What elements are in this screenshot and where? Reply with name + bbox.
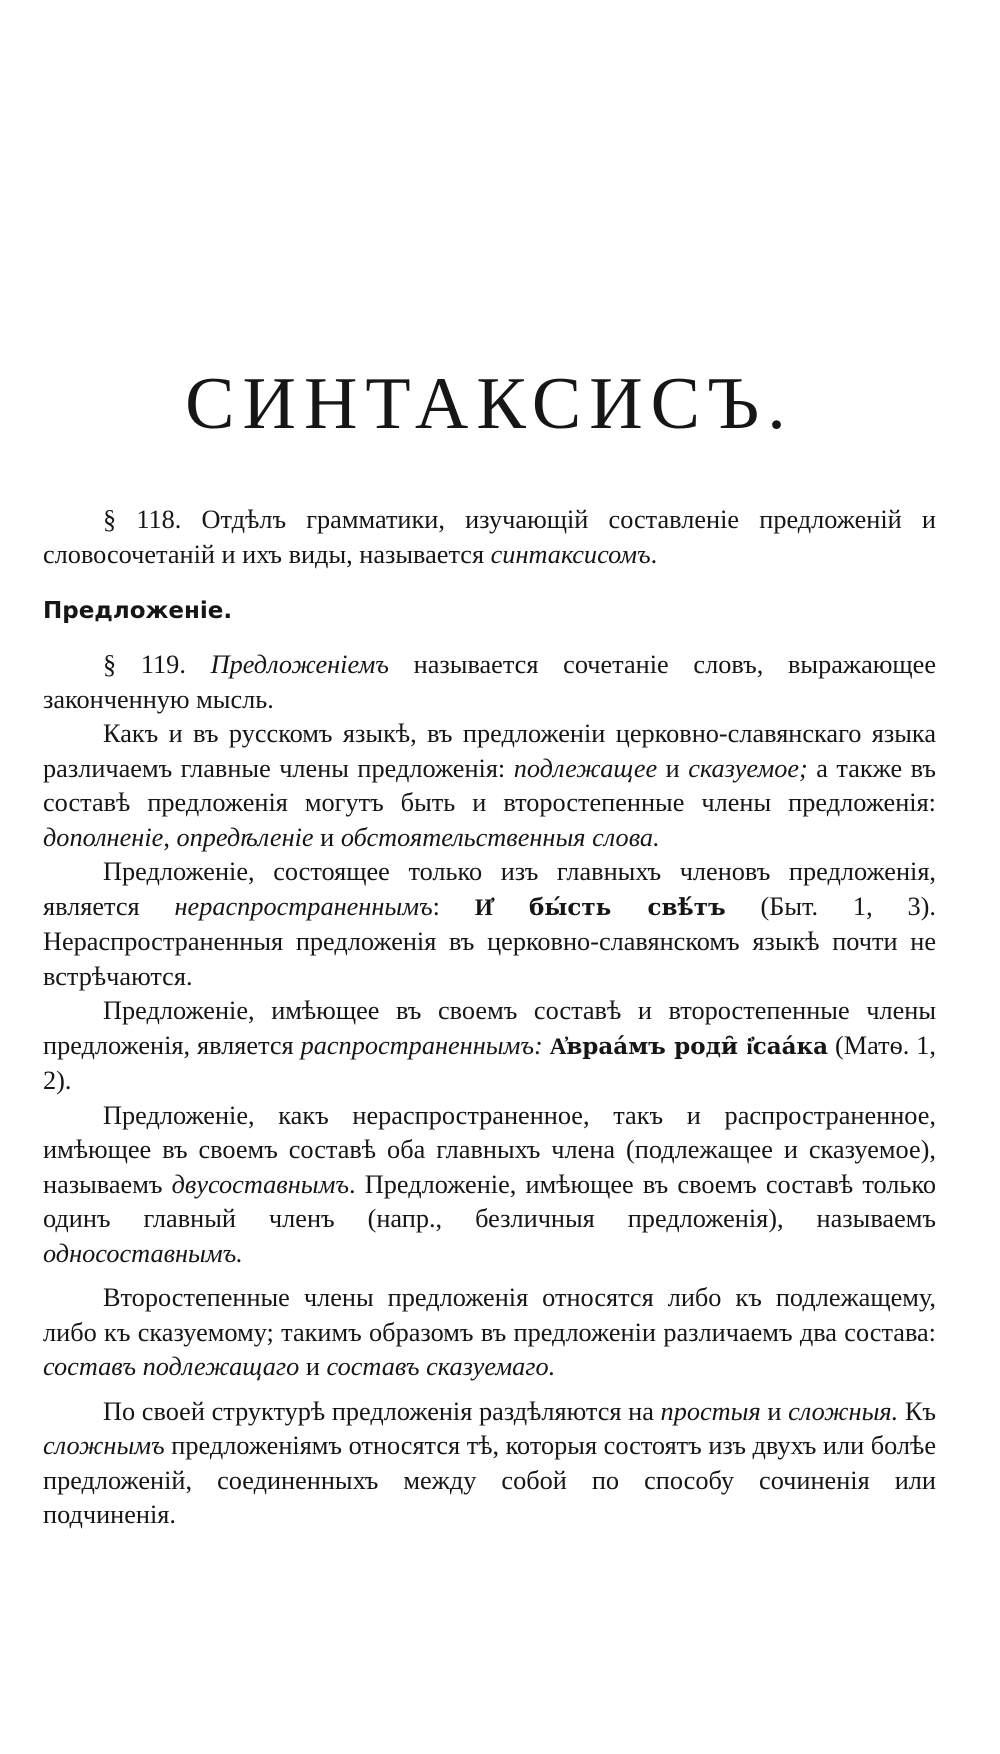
text-run: Къ xyxy=(898,1396,936,1426)
text-run: § 118. Отдѣлъ грамматики, изучающій составленіе предложеній и словосочетаній и ихъ виды, называется xyxy=(43,505,936,569)
text-run: , xyxy=(163,822,177,852)
italic-term: сложныя. xyxy=(788,1396,899,1426)
text-run: и xyxy=(313,822,341,852)
italic-term: составъ подлежащаго xyxy=(43,1352,300,1381)
paragraph-unextended xyxy=(43,855,936,994)
text-run: и xyxy=(299,1352,327,1381)
paragraph-119 xyxy=(43,648,936,717)
text-run: § 119. xyxy=(103,650,211,679)
text-run: а также въ составѣ предложенія могутъ быть и второстепенные члены предложенія: xyxy=(43,753,936,817)
text-run: Предложеніе, какъ нераспространенное, такъ и распространенное, имѣющее въ своемъ составѣ оба главныхъ члена (подлежащее и сказуемое), называемъ xyxy=(43,1100,936,1199)
italic-term: простыя xyxy=(660,1396,761,1426)
italic-term: составъ сказуемаго. xyxy=(326,1352,556,1381)
italic-term: Предложеніемъ xyxy=(210,650,389,679)
italic-term: обстоятельственныя слова. xyxy=(340,822,660,852)
page-body xyxy=(43,503,936,1533)
text-run: и xyxy=(657,753,689,783)
text-run: По своей структурѣ предложенія раздѣляются на xyxy=(103,1396,661,1426)
text-run: (Быт. 1, 3). Нераспространенныя предложенія въ церковно-славянскомъ языкѣ почти не встрѣчаются. xyxy=(43,891,936,991)
paragraph-118 xyxy=(43,503,936,572)
italic-term: нераспространеннымъ xyxy=(174,891,433,921)
paragraph-structure xyxy=(43,1395,936,1533)
paragraph-extended xyxy=(43,994,936,1099)
text-run: (Матѳ. 1, 2). xyxy=(43,1030,937,1095)
italic-term: сложнымъ xyxy=(43,1431,165,1460)
section-title: СИНТАКСИСЪ. xyxy=(185,363,794,445)
paragraph-two-part xyxy=(43,1099,936,1272)
text-run: и xyxy=(760,1396,789,1426)
italic-term: двусоставнымъ xyxy=(171,1169,350,1199)
church-slavonic-quote: А҆враа́мъ роди̑ і҆саа́ка xyxy=(549,1032,829,1060)
italic-term: сказуемое; xyxy=(688,753,808,783)
italic-term: односоставнымъ. xyxy=(43,1238,243,1268)
text-run: называется сочетаніе словъ, выражающее законченную мысль. xyxy=(43,650,936,714)
text-run: . xyxy=(650,539,658,569)
text-run: Второстепенные члены предложенія относятся либо къ подлежащему, либо къ сказуемому; такимъ образомъ въ предложеніи различаемъ два состава: xyxy=(43,1283,936,1347)
text-run: : xyxy=(432,891,475,921)
text-run: . Предложеніе, имѣющее въ своемъ составѣ только одинъ главный членъ (напр., безличныя предложенія), называемъ xyxy=(43,1169,936,1233)
text-run: Предложеніе, имѣющее въ своемъ составѣ и второстепенные члены предложенія, является xyxy=(43,996,936,1060)
italic-term: подлежащее xyxy=(513,753,658,783)
text-run xyxy=(543,1031,550,1060)
church-slavonic-quote: И҆ бы́сть свѣ́тъ xyxy=(474,893,726,921)
text-run: Какъ и въ русскомъ языкѣ, въ предложеніи церковно-славянскаго языка различаемъ главные члены предложенія: xyxy=(43,719,936,783)
subheading-sentence: Предложеніе. xyxy=(43,598,233,624)
italic-term: синтаксисомъ xyxy=(490,539,651,569)
paragraph-secondary xyxy=(43,1281,936,1385)
book-page xyxy=(43,0,936,1754)
paragraph-members xyxy=(43,717,936,855)
text-run: предложеніямъ относятся тѣ, которыя состоятъ изъ двухъ или болѣе предложеній, соединенныхъ между собой по способу сочиненія или подчиненія. xyxy=(43,1431,936,1529)
italic-term: распространеннымъ: xyxy=(300,1030,543,1060)
text-run: Предложеніе, состоящее только изъ главныхъ членовъ предложенія, является xyxy=(43,857,936,921)
italic-term: опредѣленіе xyxy=(176,822,314,852)
italic-term: дополненіе xyxy=(43,822,164,852)
